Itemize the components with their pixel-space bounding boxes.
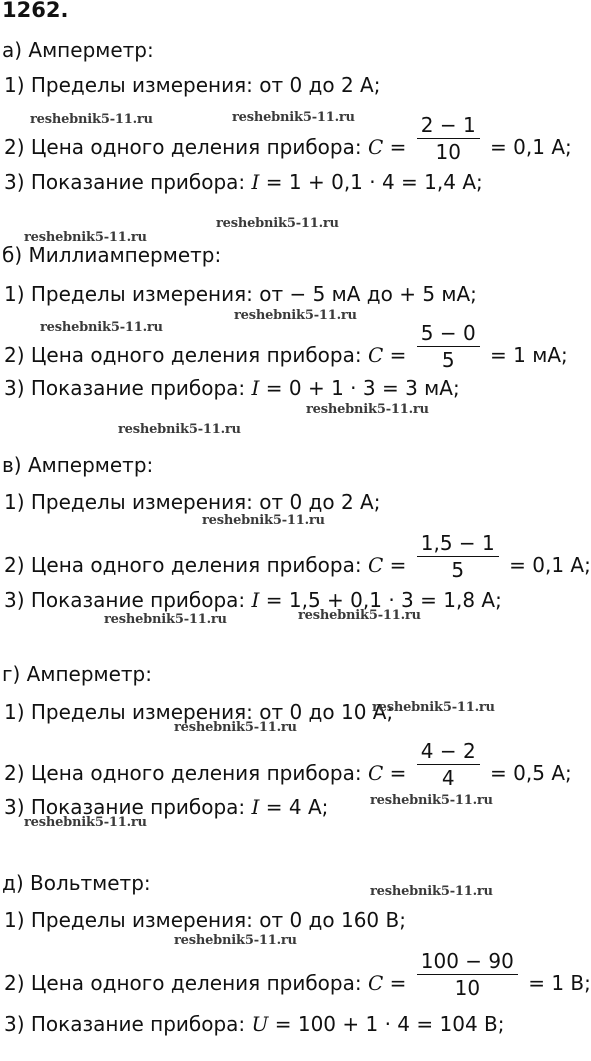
watermark: reshebnik5-11.ru <box>40 320 163 335</box>
price-result: = 0,5 A; <box>490 761 572 785</box>
price-prefix: 2) Цена одного деления прибора: <box>4 343 362 367</box>
price-result: = 0,1 A; <box>509 553 591 577</box>
watermark: reshebnik5-11.ru <box>372 700 495 715</box>
reading-expression: = 1 + 0,1 · 4 = 1,4 A; <box>265 170 483 194</box>
price-fraction <box>417 533 499 580</box>
section-g-price <box>4 739 572 798</box>
price-variable: C <box>367 553 384 577</box>
price-equals: = <box>389 971 407 995</box>
price-equals: = <box>389 343 407 367</box>
price-variable: C <box>367 761 384 785</box>
fraction-numerator: 4 − 2 <box>420 739 476 763</box>
watermark: reshebnik5-11.ru <box>234 308 357 323</box>
reading-variable: I <box>251 795 260 819</box>
fraction-denominator: 4 <box>417 764 480 788</box>
price-fraction <box>417 115 480 162</box>
watermark: reshebnik5-11.ru <box>306 402 429 417</box>
price-equals: = <box>389 761 407 785</box>
price-fraction <box>417 323 480 370</box>
section-b-limits: 1) Пределы измерения: от − 5 мА до + 5 мА; <box>4 282 477 306</box>
fraction-numerator: 1,5 − 1 <box>420 531 495 555</box>
reading-prefix: 3) Показание прибора: <box>4 376 246 400</box>
price-result: = 1 мА; <box>490 343 568 367</box>
section-d-limits: 1) Пределы измерения: от 0 до 160 B; <box>4 908 406 932</box>
section-b-heading: б) Миллиамперметр: <box>2 243 222 267</box>
section-g-reading <box>4 797 328 817</box>
watermark: reshebnik5-11.ru <box>298 608 421 623</box>
reading-expression: = 1,5 + 0,1 · 3 = 1,8 A; <box>265 588 502 612</box>
price-prefix: 2) Цена одного деления прибора: <box>4 971 362 995</box>
reading-variable: U <box>251 1012 269 1036</box>
watermark: reshebnik5-11.ru <box>202 513 325 528</box>
price-result: = 0,1 A; <box>490 135 572 159</box>
reading-variable: I <box>251 376 260 400</box>
section-d-reading <box>4 1014 504 1034</box>
fraction-numerator: 100 − 90 <box>420 949 514 973</box>
section-v-heading: в) Амперметр: <box>2 453 154 477</box>
price-fraction <box>417 741 480 788</box>
price-equals: = <box>389 553 407 577</box>
section-a-limits: 1) Пределы измерения: от 0 до 2 A; <box>4 73 381 97</box>
watermark: reshebnik5-11.ru <box>174 933 297 948</box>
price-result: = 1 B; <box>528 971 591 995</box>
fraction-denominator: 10 <box>417 138 480 162</box>
price-prefix: 2) Цена одного деления прибора: <box>4 135 362 159</box>
section-d-price <box>4 949 591 1008</box>
fraction-denominator: 5 <box>417 346 480 370</box>
section-g-limits: 1) Пределы измерения: от 0 до 10 A; <box>4 700 394 724</box>
section-a-reading <box>4 172 483 192</box>
section-v-limits: 1) Пределы измерения: от 0 до 2 A; <box>4 490 381 514</box>
reading-expression: = 0 + 1 · 3 = 3 мА; <box>265 376 460 400</box>
price-fraction <box>417 951 518 998</box>
watermark: reshebnik5-11.ru <box>174 720 297 735</box>
price-prefix: 2) Цена одного деления прибора: <box>4 761 362 785</box>
problem-number: 1262. <box>2 0 69 22</box>
price-variable: C <box>367 135 384 159</box>
fraction-denominator: 5 <box>417 556 499 580</box>
reading-expression: = 100 + 1 · 4 = 104 B; <box>274 1012 505 1036</box>
watermark: reshebnik5-11.ru <box>24 230 147 245</box>
section-v-reading <box>4 590 502 610</box>
price-prefix: 2) Цена одного деления прибора: <box>4 553 362 577</box>
watermark: reshebnik5-11.ru <box>232 110 355 125</box>
reading-variable: I <box>251 170 260 194</box>
watermark: reshebnik5-11.ru <box>370 793 493 808</box>
watermark: reshebnik5-11.ru <box>30 112 153 127</box>
price-variable: C <box>367 971 384 995</box>
fraction-numerator: 5 − 0 <box>420 321 476 345</box>
watermark: reshebnik5-11.ru <box>370 884 493 899</box>
section-a-heading: а) Амперметр: <box>2 38 154 62</box>
watermark: reshebnik5-11.ru <box>216 216 339 231</box>
price-equals: = <box>389 135 407 159</box>
reading-expression: = 4 A; <box>265 795 329 819</box>
section-v-price <box>4 531 591 590</box>
price-variable: C <box>367 343 384 367</box>
fraction-denominator: 10 <box>417 974 518 998</box>
fraction-numerator: 2 − 1 <box>420 113 476 137</box>
section-d-heading: д) Вольтметр: <box>2 871 151 895</box>
reading-prefix: 3) Показание прибора: <box>4 1012 246 1036</box>
section-g-heading: г) Амперметр: <box>2 662 152 686</box>
watermark: reshebnik5-11.ru <box>104 612 227 627</box>
watermark: reshebnik5-11.ru <box>118 422 241 437</box>
reading-prefix: 3) Показание прибора: <box>4 588 246 612</box>
reading-prefix: 3) Показание прибора: <box>4 170 246 194</box>
section-b-reading <box>4 378 460 398</box>
reading-prefix: 3) Показание прибора: <box>4 795 246 819</box>
watermark: reshebnik5-11.ru <box>24 815 147 830</box>
reading-variable: I <box>251 588 260 612</box>
